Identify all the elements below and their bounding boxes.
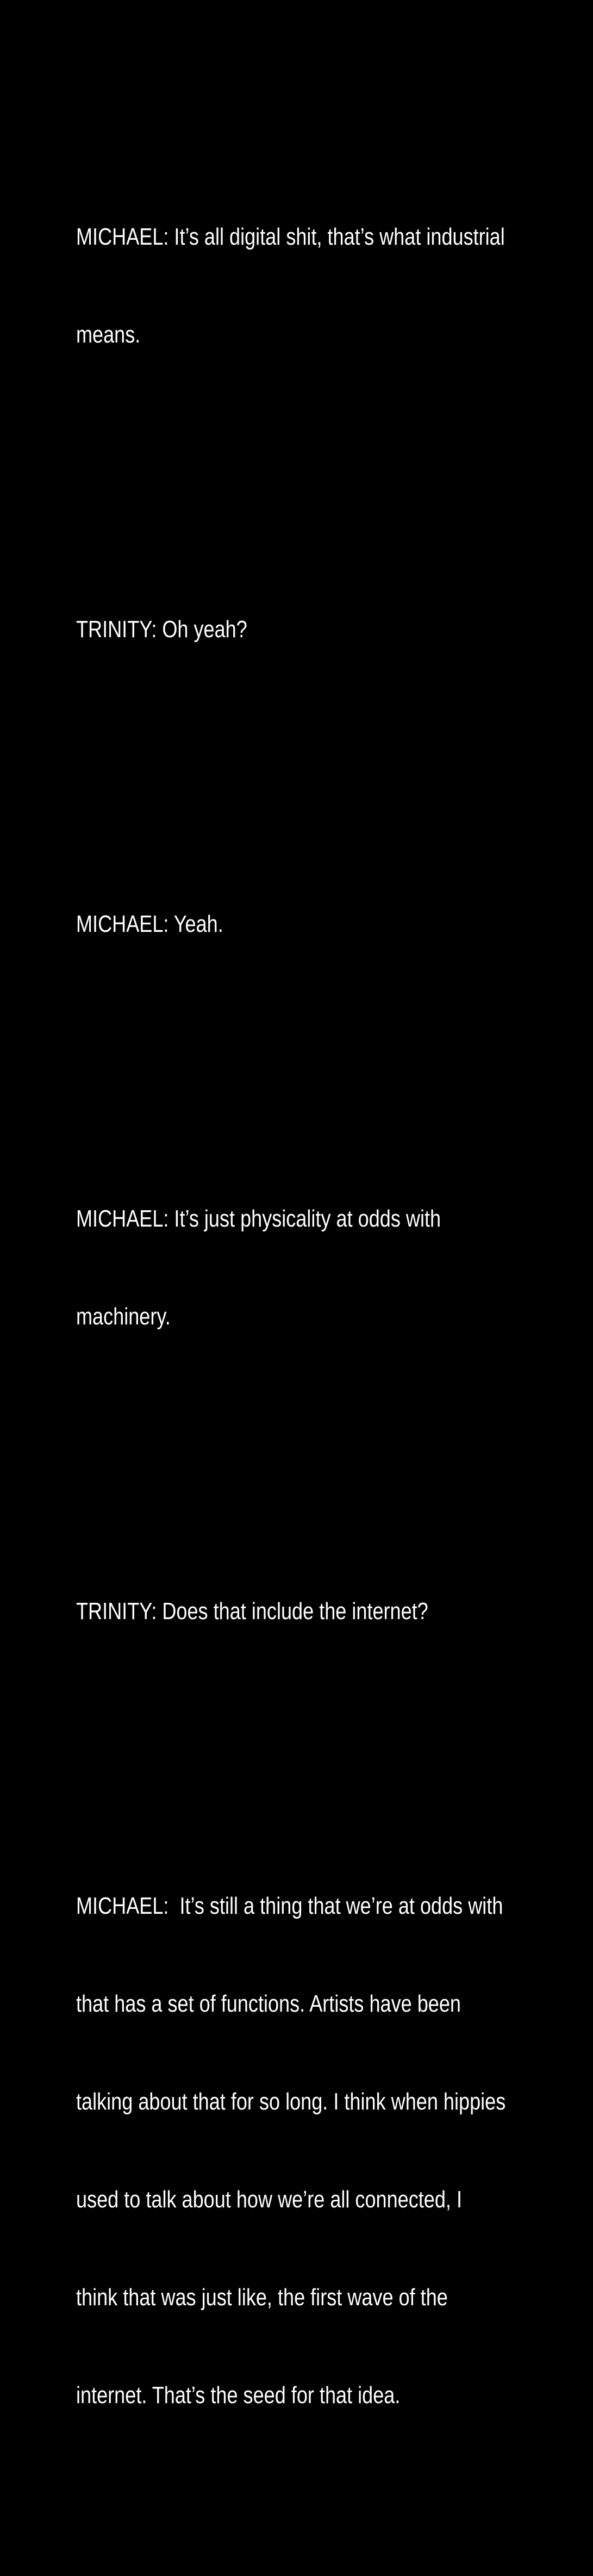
transcript [76, 58, 593, 2576]
dialogue-line: MICHAEL: It’s still a thing that we’re at odds with [76, 1893, 503, 1919]
dialogue-line: TRINITY: Does that include the internet? [76, 1598, 428, 1625]
dialogue-line: machinery. [76, 1303, 171, 1330]
dialogue-paragraph-michael-1 [76, 155, 593, 416]
dialogue-paragraph-michael-2 [76, 843, 593, 1006]
dialogue-line: that has a set of functions. Artists have been [76, 1990, 461, 2017]
dialogue-line: MICHAEL: Yeah. [76, 911, 223, 937]
dialogue-paragraph-trinity-2 [76, 1530, 593, 1693]
dialogue-line: TRINITY: Oh yeah? [76, 616, 247, 643]
dialogue-line: used to talk about how we’re all connected, I [76, 2186, 463, 2213]
dialogue-line: means. [76, 321, 141, 348]
dialogue-line: MICHAEL: It’s all digital shit, that’s what industrial [76, 223, 505, 250]
dialogue-line: talking about that for so long. I think when hippies [76, 2088, 506, 2115]
dialogue-line: internet. That’s the seed for that idea. [76, 2382, 401, 2409]
dialogue-paragraph-michael-4 [76, 1825, 593, 2477]
dialogue-paragraph-michael-3 [76, 1137, 593, 1398]
dialogue-paragraph-trinity-1 [76, 548, 593, 711]
dialogue-line: MICHAEL: It’s just physicality at odds with [76, 1205, 441, 1232]
dialogue-line: think that was just like, the first wave of the [76, 2284, 448, 2311]
